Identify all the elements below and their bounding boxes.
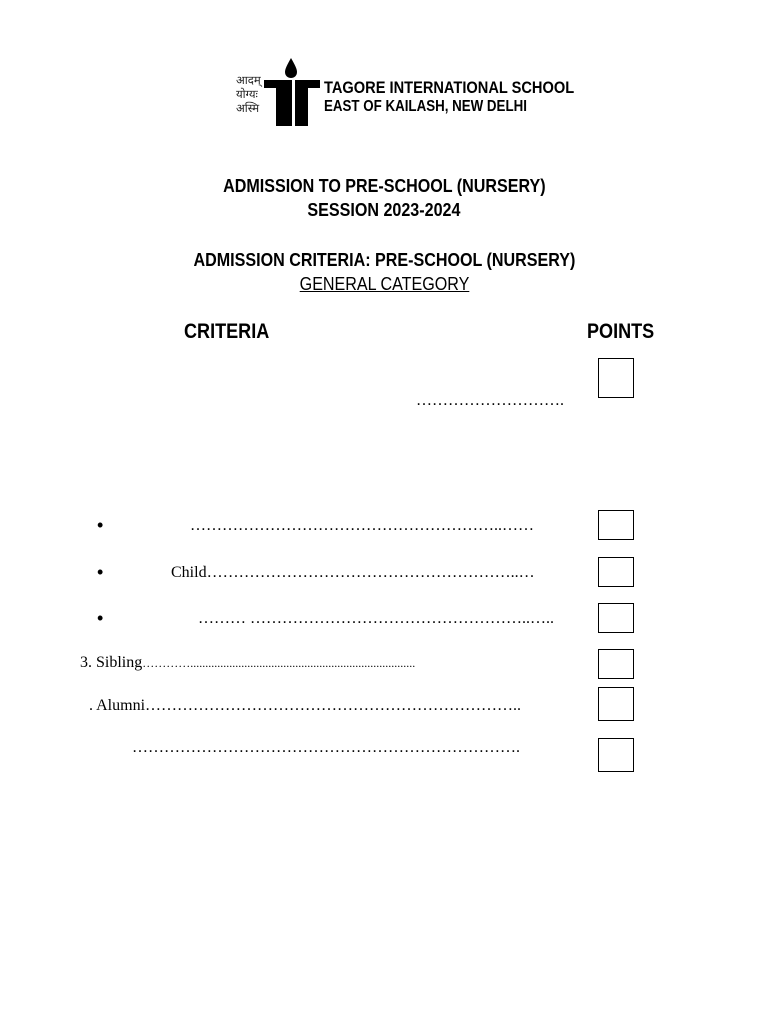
school-location: EAST OF KAILASH, NEW DELHI bbox=[324, 98, 527, 115]
criteria-label: Child bbox=[171, 564, 207, 581]
title-session: SESSION 2023-2024 bbox=[307, 199, 461, 220]
points-box[interactable] bbox=[598, 738, 634, 772]
title-admission: ADMISSION TO PRE-SCHOOL (NURSERY) bbox=[222, 175, 546, 196]
criteria-dots: ………………………………………………………………. bbox=[132, 739, 520, 756]
criteria-dots: …………………………………………………..… bbox=[206, 564, 535, 581]
title-criteria: ADMISSION CRITERIA: PRE-SCHOOL (NURSERY) bbox=[193, 249, 575, 270]
criteria-dots: ………………………. bbox=[416, 392, 564, 409]
logo-motto bbox=[236, 74, 261, 116]
points-box[interactable] bbox=[598, 358, 634, 398]
points-box[interactable] bbox=[598, 687, 634, 721]
criteria-row bbox=[190, 517, 534, 535]
criteria-dots: ……… ……………………………………………..….. bbox=[198, 610, 554, 627]
points-box[interactable] bbox=[598, 649, 634, 679]
points-box[interactable] bbox=[598, 603, 634, 633]
criteria-row bbox=[89, 697, 521, 715]
bullet-icon: • bbox=[97, 562, 104, 582]
criteria-dots: …………………………………………………..…… bbox=[190, 517, 534, 534]
bullet-icon: • bbox=[97, 515, 104, 535]
points-box[interactable] bbox=[598, 557, 634, 587]
criteria-row bbox=[132, 739, 520, 757]
points-box[interactable] bbox=[598, 510, 634, 540]
title-category: GENERAL CATEGORY bbox=[299, 273, 469, 294]
logo-motto-line: आदम् bbox=[236, 75, 261, 87]
criteria-label: 3. Sibling bbox=[80, 654, 143, 671]
criteria-row bbox=[198, 610, 554, 628]
criteria-label: . Alumni bbox=[89, 697, 146, 714]
criteria-column-heading: CRITERIA bbox=[184, 320, 270, 343]
criteria-row bbox=[171, 564, 535, 582]
logo-emblem-icon bbox=[262, 56, 324, 128]
points-column-heading: POINTS bbox=[587, 320, 655, 343]
school-name: TAGORE INTERNATIONAL SCHOOL bbox=[324, 78, 575, 97]
school-logo bbox=[232, 56, 324, 128]
bullet-icon: • bbox=[97, 608, 104, 628]
criteria-row bbox=[416, 392, 564, 410]
criteria-dots: …………………………………………………………….. bbox=[145, 697, 522, 714]
logo-motto-line: अस्मि bbox=[236, 103, 260, 115]
logo-motto-line: योग्यः bbox=[236, 89, 258, 101]
criteria-dots: …………........................................................................... bbox=[142, 656, 416, 670]
criteria-row bbox=[80, 654, 415, 672]
